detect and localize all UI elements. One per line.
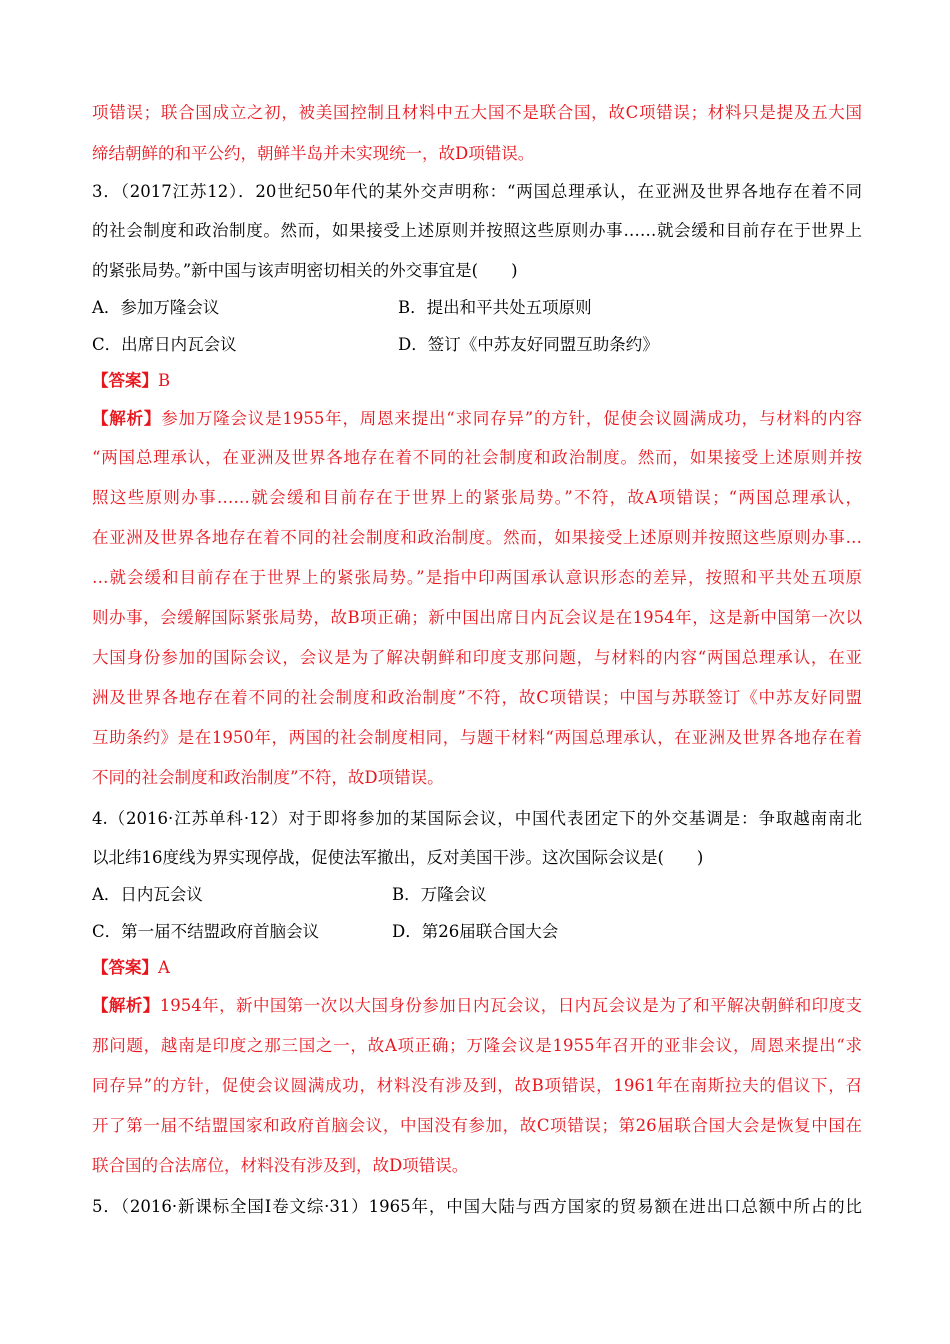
q5-stem-line-1: 5．（2016·新课标全国Ⅰ卷文综·31）1965年，中国大陆与西方国家的贸易额在进出口总额中所占的比: [92, 1197, 862, 1216]
q3-analysis-line-8: 洲及世界各地存在着不同的社会制度和政治制度”不符，故C项错误；中国与苏联签订《中苏友好同盟: [92, 688, 862, 707]
q3-analysis-line-1: [92, 408, 862, 430]
q4-option-c: C．第一届不结盟政府首脑会议: [92, 922, 320, 941]
q3-analysis-line-5: …就会缓和目前存在于世界上的紧张局势。”是指中印两国承认意识形态的差异，按照和平共处五项原: [92, 568, 862, 587]
q3-analysis-line-2: “两国总理承认，在亚洲及世界各地存在着不同的社会制度和政治制度。然而，如果接受上述原则并按: [92, 448, 862, 467]
q3-option-d: D．签订《中苏友好同盟互助条约》: [398, 335, 659, 354]
intro-line-2: 缔结朝鲜的和平公约，朝鲜半岛并未实现统一，故D项错误。: [92, 144, 535, 163]
q4-option-a: A．日内瓦会议: [92, 885, 203, 904]
q4-analysis-line-4: 开了第一届不结盟国家和政府首脑会议，中国没有参加，故C项错误；第26届联合国大会是恢复中国在: [92, 1116, 862, 1135]
intro-line-1: 项错误；联合国成立之初，被美国控制且材料中五大国不是联合国，故C项错误；材料只是提及五大国: [92, 103, 862, 122]
q3-analysis-line-6: 则办事，会缓解国际紧张局势，故B项正确；新中国出席日内瓦会议是在1954年，这是新中国第一次以: [92, 608, 862, 627]
q3-option-b: B．提出和平共处五项原则: [398, 298, 592, 317]
q3-analysis-line-4: 在亚洲及世界各地存在着不同的社会制度和政治制度。然而，如果接受上述原则并按照这些原则办事…: [92, 528, 862, 547]
q3-answer-line: [92, 370, 862, 392]
q4-answer-line: [92, 957, 862, 979]
q3-analysis-text-1: 参加万隆会议是1955年，周恩来提出“求同存异”的方针，促使会议圆满成功，与材料的内容: [161, 409, 863, 428]
q3-analysis-line-7: 大国身份参加的国际会议，会议是为了解决朝鲜和印度支那问题，与材料的内容“两国总理承认，在亚: [92, 648, 862, 667]
q3-analysis-tag: 【解析】: [92, 409, 162, 428]
q4-stem-line-1: 4.（2016·江苏单科·12）对于即将参加的某国际会议，中国代表团定下的外交基调是：争取越南南北: [92, 809, 862, 828]
q4-analysis-text-1: 1954年，新中国第一次以大国身份参加日内瓦会议，日内瓦会议是为了和平解决朝鲜和印度支: [159, 996, 863, 1015]
q4-analysis-tag: 【解析】: [92, 996, 160, 1015]
q4-answer-tag: 【答案】: [92, 958, 158, 977]
q3-answer-tag: 【答案】: [92, 371, 158, 390]
q3-analysis-line-10: 不同的社会制度和政治制度”不符，故D项错误。: [92, 768, 444, 787]
q4-analysis-line-5: 联合国的合法席位，材料没有涉及到，故D项错误。: [92, 1156, 469, 1175]
q3-stem-line-3: 的紧张局势。”新中国与该声明密切相关的外交事宜是( ): [92, 261, 518, 280]
q3-stem-line-1: 3．（2017江苏12）．20世纪50年代的某外交声明称：“两国总理承认，在亚洲及世界各地存在着不同: [92, 182, 862, 201]
q4-analysis-line-1: [92, 995, 862, 1017]
q4-stem-line-2: 以北纬16度线为界实现停战，促使法军撤出，反对美国干涉。这次国际会议是( ): [92, 848, 704, 867]
q4-analysis-line-2: 那问题，越南是印度之那三国之一，故A项正确；万隆会议是1955年召开的亚非会议，周恩来提出“求: [92, 1036, 862, 1055]
q3-answer-value: B: [158, 371, 171, 390]
q4-option-d: D．第26届联合国大会: [392, 922, 559, 941]
q4-analysis-line-3: 同存异”的方针，促使会议圆满成功，材料没有涉及到，故B项错误，1961年在南斯拉夫的倡议下，召: [92, 1076, 862, 1095]
q4-option-b: B．万隆会议: [392, 885, 487, 904]
q3-option-a: A．参加万隆会议: [92, 298, 220, 317]
q3-analysis-line-9: 互助条约》是在1950年，两国的社会制度相同，与题干材料“两国总理承认，在亚洲及世界各地存在着: [92, 728, 862, 747]
q3-analysis-line-3: 照这些原则办事……就会缓和目前存在于世界上的紧张局势。”不符，故A项错误；“两国总理承认，: [92, 488, 862, 507]
q4-answer-value: A: [158, 958, 170, 977]
q3-stem-line-2: 的社会制度和政治制度。然而，如果接受上述原则并按照这些原则办事……就会缓和目前存在于世界上: [92, 221, 862, 240]
q3-option-c: C．出席日内瓦会议: [92, 335, 237, 354]
